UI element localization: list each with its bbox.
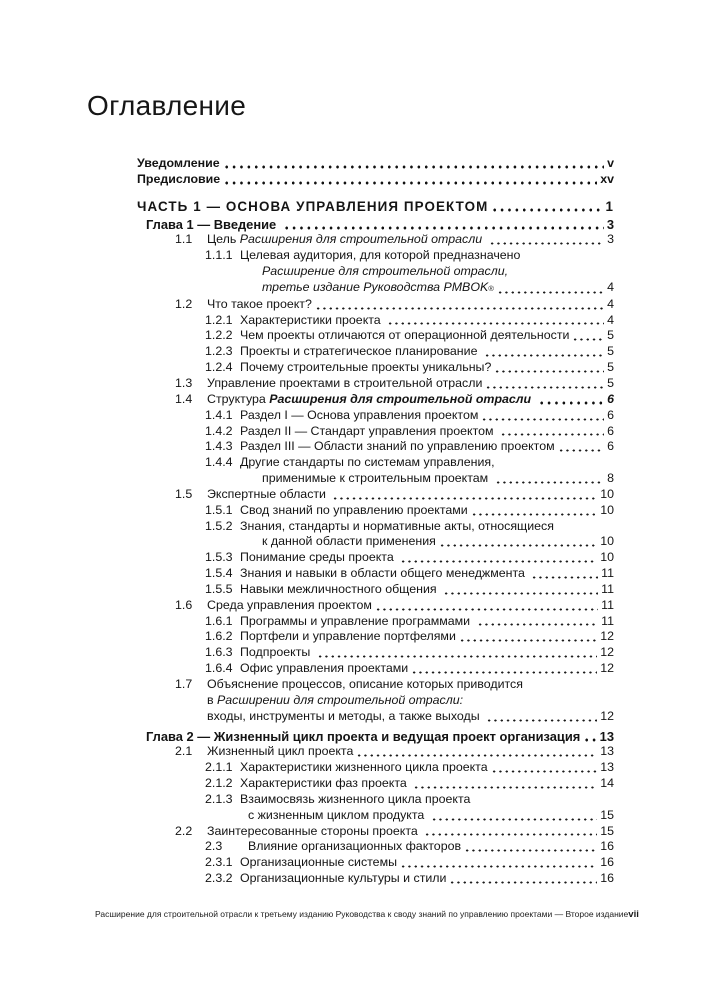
page-number: 11 — [601, 581, 614, 596]
toc-line — [137, 344, 614, 360]
dot-leader — [317, 650, 597, 661]
entry-text: к данной области применения — [262, 534, 436, 549]
entry-number: 1.2.4 — [205, 360, 233, 375]
page-number: 14 — [600, 776, 614, 791]
entry-number: 1.3 — [175, 375, 193, 390]
page-number: 16 — [600, 839, 614, 854]
dot-leader — [424, 828, 597, 839]
dot-leader — [481, 413, 604, 424]
toc-line — [137, 729, 614, 745]
page-number: 5 — [607, 360, 614, 375]
entry-text: входы, инструменты и методы, а также выходы — [207, 708, 484, 723]
footer-text: Расширение для строительной отрасли к третьему изданию Руководства к своду знаний по управлению проектами — Второе издание — [95, 909, 629, 919]
page-number: 5 — [607, 375, 614, 390]
entry-text: Чем проекты отличаются от операционной деятельности — [240, 328, 570, 343]
toc-entry — [137, 455, 614, 487]
toc-entry — [137, 519, 614, 551]
entry-number: 1.6.3 — [205, 645, 233, 660]
entry-text: Другие стандарты по системам управления, — [240, 455, 495, 470]
toc-entry — [137, 550, 614, 566]
dot-leader — [375, 603, 598, 614]
toc-line — [137, 808, 614, 824]
toc-line — [137, 313, 614, 329]
toc-line — [137, 824, 614, 840]
entry-text: ® — [488, 283, 494, 293]
entry-text: с жизненным циклом продукта — [248, 807, 428, 822]
entry-text: Свод знаний по управлению проектами — [240, 502, 468, 517]
entry-text: применимые к строительным проектам — [262, 471, 492, 486]
entry-text: Подпроекты — [240, 645, 314, 660]
toc-line — [137, 503, 614, 519]
entry-text: Портфели и управление портфелями — [240, 629, 456, 644]
page-number: 12 — [600, 661, 614, 676]
footer-page-number: vii — [628, 909, 639, 920]
entry-text: Объяснение процессов, описание которых приводится — [207, 677, 523, 691]
entry-text: Что такое проект? — [207, 296, 312, 311]
toc-line — [137, 232, 614, 248]
dot-leader — [411, 666, 597, 677]
entry-number: 2.1.2 — [205, 776, 233, 791]
toc-line — [137, 614, 614, 630]
dot-leader — [387, 317, 604, 328]
entry-text: Раздел III — Области знаний по управлению проектом — [240, 439, 555, 454]
toc-line — [137, 248, 614, 264]
entry-number: 1.6.2 — [205, 629, 233, 644]
toc-line — [137, 550, 614, 566]
dot-leader — [500, 428, 604, 439]
toc-entry — [137, 614, 614, 630]
dot-leader — [538, 397, 605, 408]
entry-number: 1.6.4 — [205, 661, 233, 676]
entry-text: Характеристики жизненного цикла проекта — [240, 760, 488, 775]
page-number: 16 — [600, 855, 614, 870]
entry-number: 2.1.3 — [205, 791, 233, 806]
toc-entry — [137, 328, 614, 344]
page-number: 8 — [607, 471, 614, 486]
toc-line — [137, 645, 614, 661]
entry-text: Расширении для строительной отрасли: — [217, 692, 464, 707]
toc-entry — [137, 156, 614, 172]
dot-leader — [459, 634, 597, 645]
toc-line — [137, 855, 614, 871]
toc-entry — [137, 297, 614, 313]
toc-line — [137, 360, 614, 376]
page-number: 5 — [607, 344, 614, 359]
toc-line — [137, 487, 614, 503]
toc-line — [137, 792, 614, 808]
toc-line — [137, 328, 614, 344]
dot-leader — [491, 204, 602, 215]
entry-number: 2.3.2 — [205, 871, 233, 886]
toc-line — [137, 424, 614, 440]
toc-line — [137, 172, 614, 188]
toc-entry — [137, 487, 614, 503]
dot-leader — [332, 492, 597, 503]
toc-entry — [137, 566, 614, 582]
toc-entry — [137, 729, 614, 745]
page-number: 3 — [606, 216, 614, 232]
dot-leader — [356, 749, 597, 760]
toc-line — [137, 519, 614, 535]
toc-line — [137, 534, 614, 550]
toc-entry — [137, 503, 614, 519]
entry-number: 1.6 — [175, 597, 193, 612]
dot-leader — [449, 876, 597, 887]
toc-line — [137, 439, 614, 455]
entry-number: 1.4.3 — [205, 439, 233, 454]
dot-leader — [400, 860, 597, 871]
toc-line — [137, 471, 614, 487]
page-number: 13 — [600, 760, 614, 775]
toc-entry — [137, 871, 614, 887]
entry-number: 2.3.1 — [205, 855, 233, 870]
dot-leader — [495, 476, 604, 487]
toc-line — [137, 839, 614, 855]
entry-text: Структура — [207, 391, 270, 406]
page-number: 6 — [607, 407, 614, 422]
toc-line — [137, 455, 614, 471]
entry-number: 1.4 — [175, 391, 193, 406]
toc-line — [137, 566, 614, 582]
dot-leader — [223, 161, 604, 172]
entry-text: третье издание Руководства PMBOK — [262, 279, 489, 294]
entry-text: Организационные культуры и стили — [240, 871, 447, 886]
entry-text: Управление проектами в строительной отрасли — [207, 375, 483, 390]
entry-number: 1.1.1 — [205, 248, 233, 263]
page-number: 6 — [607, 391, 614, 406]
entry-number: 1.2.3 — [205, 344, 233, 359]
toc-entry — [137, 677, 614, 725]
toc-entry — [137, 344, 614, 360]
entry-text: Влияние организационных факторов — [248, 839, 462, 854]
toc-entry — [137, 248, 614, 297]
page-number: 4 — [607, 296, 614, 311]
dot-leader — [223, 177, 597, 188]
page-number: 16 — [600, 871, 614, 886]
dot-leader — [431, 813, 598, 824]
entry-text: Расширение для строительной отрасли, — [262, 264, 509, 279]
entry-number: 1.2.1 — [205, 312, 233, 327]
page-number: 1 — [605, 198, 614, 214]
dot-leader — [283, 221, 604, 232]
entry-text: Характеристики проекта — [240, 312, 385, 327]
entry-text: Цель — [207, 232, 240, 247]
dot-leader — [400, 555, 597, 566]
dot-leader — [315, 302, 604, 313]
page-number: 11 — [601, 613, 614, 628]
entry-number: 1.6.1 — [205, 613, 233, 628]
entry-text: Жизненный цикл проекта — [207, 744, 354, 759]
entry-text: Взаимосвязь жизненного цикла проекта — [240, 791, 471, 806]
entry-text: Почему строительные проекты уникальны? — [240, 360, 492, 375]
toc-line — [137, 776, 614, 792]
page-number: 10 — [600, 502, 614, 517]
toc-line — [137, 280, 614, 297]
entry-text: Раздел I — Основа управления проектом — [240, 407, 479, 422]
toc-entry — [137, 839, 614, 855]
toc-entry — [137, 776, 614, 792]
entry-text: Расширения для строительной отрасли — [239, 232, 486, 247]
entry-number: 2.1 — [175, 744, 193, 759]
dot-leader — [471, 508, 598, 519]
page-number: 5 — [607, 328, 614, 343]
entry-text: в — [207, 692, 218, 707]
entry-text: Уведомление — [137, 156, 220, 170]
entry-text: Расширения для строительной отрасли — [269, 391, 535, 406]
page-number: 6 — [607, 439, 614, 454]
entry-text: Заинтересованные стороны проекта — [207, 823, 422, 838]
toc-entry — [137, 629, 614, 645]
dot-leader — [583, 733, 596, 744]
dot-leader — [572, 333, 604, 344]
entry-number: 1.5.3 — [205, 550, 233, 565]
toc-line — [137, 217, 614, 233]
toc-entry — [137, 199, 614, 215]
entry-text: Знания и навыки в области общего менеджмента — [240, 566, 529, 581]
entry-number: 2.2 — [175, 823, 193, 838]
entry-number: 1.2.2 — [205, 328, 233, 343]
page-number: 12 — [600, 708, 614, 723]
dot-leader — [413, 781, 597, 792]
page-number: 12 — [600, 645, 614, 660]
dot-leader — [494, 365, 604, 376]
entry-number: 2.3 — [205, 839, 223, 854]
entry-text: Глава 2 — Жизненный цикл проекта и ведущая проект организация — [146, 728, 581, 744]
toc-entry — [137, 645, 614, 661]
page-number: 4 — [607, 312, 614, 327]
page-number: 4 — [607, 279, 614, 294]
entry-text: Раздел II — Стандарт управления проектом — [240, 423, 497, 438]
entry-text: Среда управления проектом — [207, 597, 372, 612]
toc-line — [137, 709, 614, 725]
toc-line — [137, 264, 614, 280]
entry-number: 1.5 — [175, 486, 193, 501]
toc-entry — [137, 855, 614, 871]
toc-line — [137, 598, 614, 614]
dot-leader — [531, 571, 598, 582]
toc-line — [137, 582, 614, 598]
page-number: 6 — [607, 423, 614, 438]
dot-leader — [497, 286, 604, 297]
toc-line — [137, 629, 614, 645]
entry-text: Знания, стандарты и нормативные акты, относящиеся — [240, 518, 554, 533]
toc-line — [137, 677, 614, 693]
entry-text: Навыки межличностного общения — [240, 581, 441, 596]
page-number: 15 — [600, 807, 614, 822]
toc-entry — [137, 376, 614, 392]
dot-leader — [484, 349, 604, 360]
entry-number: 1.5.1 — [205, 502, 233, 517]
toc-entry — [137, 760, 614, 776]
page-number: 3 — [607, 232, 614, 247]
entry-number: 1.4.1 — [205, 407, 233, 422]
entry-number: 1.5.2 — [205, 518, 233, 533]
page-number: 15 — [600, 823, 614, 838]
entry-text: Офис управления проектами — [240, 661, 409, 676]
entry-text: ЧАСТЬ 1 — ОСНОВА УПРАВЛЕНИЯ ПРОЕКТОМ — [137, 198, 489, 214]
toc-line — [137, 156, 614, 172]
toc-list — [137, 156, 614, 887]
entry-number: 1.1 — [175, 232, 193, 247]
entry-text: Экспертные области — [207, 486, 330, 501]
page-number: 10 — [600, 550, 614, 565]
toc-line — [137, 297, 614, 313]
toc-entry — [137, 217, 614, 233]
entry-number: 1.4.4 — [205, 455, 233, 470]
entry-number: 1.7 — [175, 677, 193, 691]
dot-leader — [439, 539, 597, 550]
page-number: 10 — [600, 486, 614, 501]
page-number: xv — [600, 171, 614, 186]
toc-entry — [137, 232, 614, 248]
page-number: 11 — [601, 597, 614, 612]
entry-text: Предисловие — [137, 171, 221, 186]
page-number: 10 — [600, 534, 614, 549]
footer — [95, 909, 639, 920]
toc-entry — [137, 392, 614, 408]
entry-text: Характеристики фаз проекта — [240, 776, 411, 791]
entry-text: Глава 1 — Введение — [146, 216, 280, 232]
dot-leader — [489, 237, 605, 248]
toc-entry — [137, 172, 614, 188]
page-number: 12 — [600, 629, 614, 644]
dot-leader — [558, 444, 604, 455]
page-number: v — [607, 156, 614, 170]
entry-number: 1.4.2 — [205, 423, 233, 438]
entry-text: Целевая аудитория, для которой предназначено — [240, 248, 521, 263]
page-number: 11 — [601, 566, 614, 581]
entry-text: Проекты и стратегическое планирование — [240, 344, 481, 359]
entry-text: Понимание среды проекта — [240, 550, 398, 565]
toc-entry — [137, 424, 614, 440]
page-number: 13 — [599, 728, 614, 744]
entry-text: Программы и управление программами — [240, 613, 474, 628]
toc-entry — [137, 792, 614, 824]
toc-line — [137, 661, 614, 677]
toc-entry — [137, 313, 614, 329]
toc-entry — [137, 408, 614, 424]
dot-leader — [486, 714, 597, 725]
entry-text: Организационные системы — [240, 855, 398, 870]
toc-entry — [137, 439, 614, 455]
entry-number: 1.5.4 — [205, 566, 233, 581]
dot-leader — [464, 844, 597, 855]
toc-entry — [137, 360, 614, 376]
entry-number: 2.1.1 — [205, 760, 233, 775]
toc-line — [137, 199, 614, 215]
toc-line — [137, 760, 614, 776]
dot-leader — [485, 381, 604, 392]
toc-line — [137, 693, 614, 709]
toc-line — [137, 871, 614, 887]
toc-entry — [137, 744, 614, 760]
toc-line — [137, 408, 614, 424]
dot-leader — [443, 587, 598, 598]
entry-number: 1.2 — [175, 296, 193, 311]
toc-entry — [137, 598, 614, 614]
toc-entry — [137, 661, 614, 677]
toc-line — [137, 376, 614, 392]
toc-entry — [137, 582, 614, 598]
page-title: Оглавление — [87, 90, 247, 121]
toc-line — [137, 744, 614, 760]
dot-leader — [477, 618, 599, 629]
toc-entry — [137, 824, 614, 840]
page-number: 13 — [600, 744, 614, 759]
entry-number: 1.5.5 — [205, 581, 233, 596]
toc-line — [137, 392, 614, 408]
dot-leader — [491, 765, 598, 776]
